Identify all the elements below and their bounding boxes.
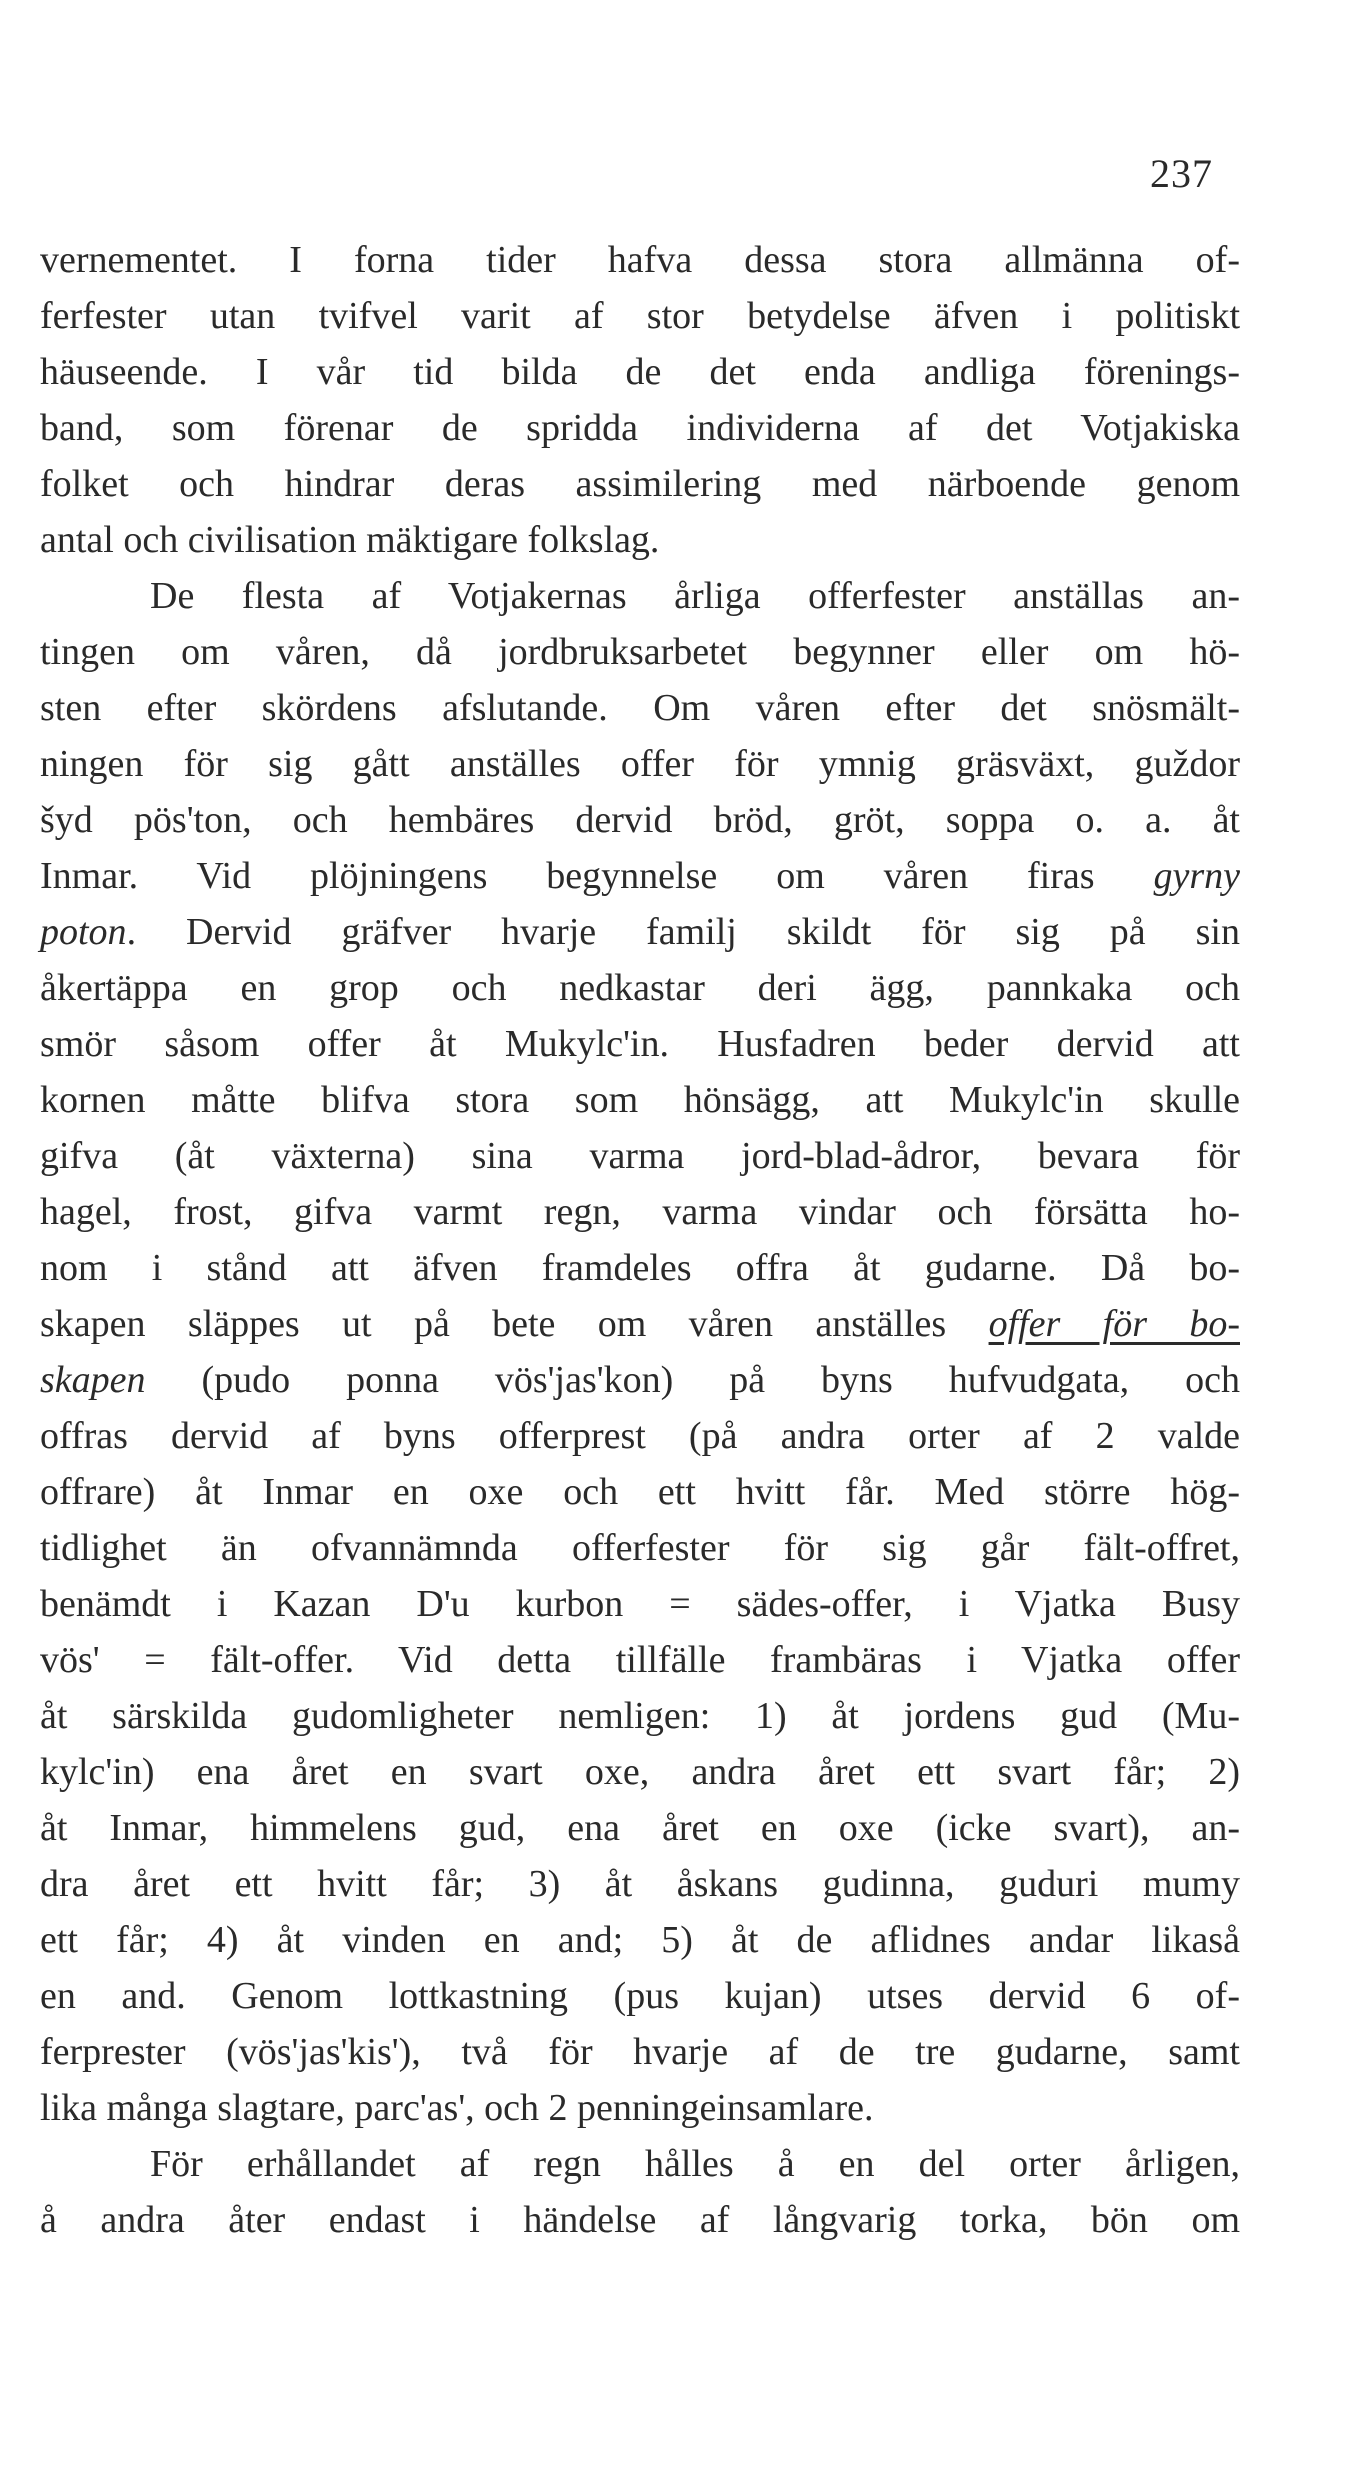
text-line: tingen om våren, då jordbruksarbetet begynner eller om hö- (40, 631, 1240, 673)
text-line: å andra åter endast i händelse af långvarig torka, bön om (40, 2199, 1240, 2241)
text-line: åt Inmar, himmelens gud, ena året en oxe (icke svart), an- (40, 1807, 1240, 1849)
text-line: tidlighet än ofvannämnda offerfester för sig går fält-offret, (40, 1527, 1240, 1569)
body-text (40, 232, 1240, 2248)
text-line: offrare) åt Inmar en oxe och ett hvitt får. Med större hög- (40, 1471, 1240, 1513)
text-line: lika många slagtare, parc'as', och 2 penningeinsamlare. (40, 2087, 874, 2129)
text-line: kylc'in) ena året en svart oxe, andra året ett svart får; 2) (40, 1751, 1240, 1793)
text-line: häuseende. I vår tid bilda de det enda andliga förenings- (40, 351, 1240, 393)
text-line: folket och hindrar deras assimilering med närboende genom (40, 463, 1240, 505)
text-segment: (pudo ponna vös'jas'kon) på byns hufvudgata, och (201, 1359, 1240, 1401)
text-segment: skapen släppes ut på bete om våren anställes (40, 1303, 947, 1345)
text-line: gifva (åt växterna) sina varma jord-blad-ådror, bevara för (40, 1135, 1240, 1177)
text-line: åt särskilda gudomligheter nemligen: 1) åt jordens gud (Mu- (40, 1695, 1240, 1737)
text-line: ett får; 4) åt vinden en and; 5) åt de aflidnes andar likaså (40, 1919, 1240, 1961)
text-line: ningen för sig gått anställes offer för ymnig gräsväxt, guždor (40, 743, 1240, 785)
page-number: 237 (1150, 151, 1213, 196)
text-line: ferfester utan tvifvel varit af stor betydelse äfven i politiskt (40, 295, 1240, 337)
text-segment: . Dervid gräfver hvarje familj skildt för sig på sin (126, 911, 1240, 953)
text-line: šyd pös'ton, och hembäres dervid bröd, gröt, soppa o. a. åt (40, 799, 1240, 841)
italic-term: gyrny (1153, 855, 1240, 897)
text-line: nom i stånd att äfven framdeles offra åt gudarne. Då bo- (40, 1247, 1240, 1289)
text-line: en and. Genom lottkastning (pus kujan) utses dervid 6 of- (40, 1975, 1240, 2017)
text-line: antal och civilisation mäktigare folkslag. (40, 519, 660, 561)
text-line: vös' = fält-offer. Vid detta tillfälle frambäras i Vjatka offer (40, 1639, 1240, 1681)
text-line: åkertäppa en grop och nedkastar deri ägg, pannkaka och (40, 967, 1240, 1009)
text-line: benämdt i Kazan D'u kurbon = sädes-offer, i Vjatka Busy (40, 1583, 1240, 1625)
text-segment: Inmar. Vid plöjningens begynnelse om våren firas (40, 855, 1095, 897)
text-line: För erhållandet af regn hålles å en del orter årligen, (150, 2143, 1240, 2185)
text-line (40, 1296, 1240, 1352)
text-line (40, 1352, 1240, 1408)
text-line (40, 904, 1240, 960)
text-line: sten efter skördens afslutande. Om våren efter det snösmält- (40, 687, 1240, 729)
italic-term: offer för bo- (988, 1303, 1240, 1345)
text-line: offras dervid af byns offerprest (på andra orter af 2 valde (40, 1415, 1240, 1457)
text-line: kornen måtte blifva stora som hönsägg, att Mukylc'in skulle (40, 1079, 1240, 1121)
text-line: De flesta af Votjakernas årliga offerfester anställas an- (150, 575, 1240, 617)
text-line: dra året ett hvitt får; 3) åt åskans gudinna, guduri mumy (40, 1863, 1240, 1905)
text-line (40, 848, 1240, 904)
text-line: ferprester (vös'jas'kis'), två för hvarje af de tre gudarne, samt (40, 2031, 1240, 2073)
text-line: vernementet. I forna tider hafva dessa stora allmänna of- (40, 239, 1240, 281)
italic-term: skapen (40, 1359, 146, 1401)
italic-term: poton (40, 911, 127, 953)
text-line: band, som förenar de spridda individerna af det Votjakiska (40, 407, 1240, 449)
text-line: smör såsom offer åt Mukylc'in. Husfadren beder dervid att (40, 1023, 1240, 1065)
text-line: hagel, frost, gifva varmt regn, varma vindar och försätta ho- (40, 1191, 1240, 1233)
